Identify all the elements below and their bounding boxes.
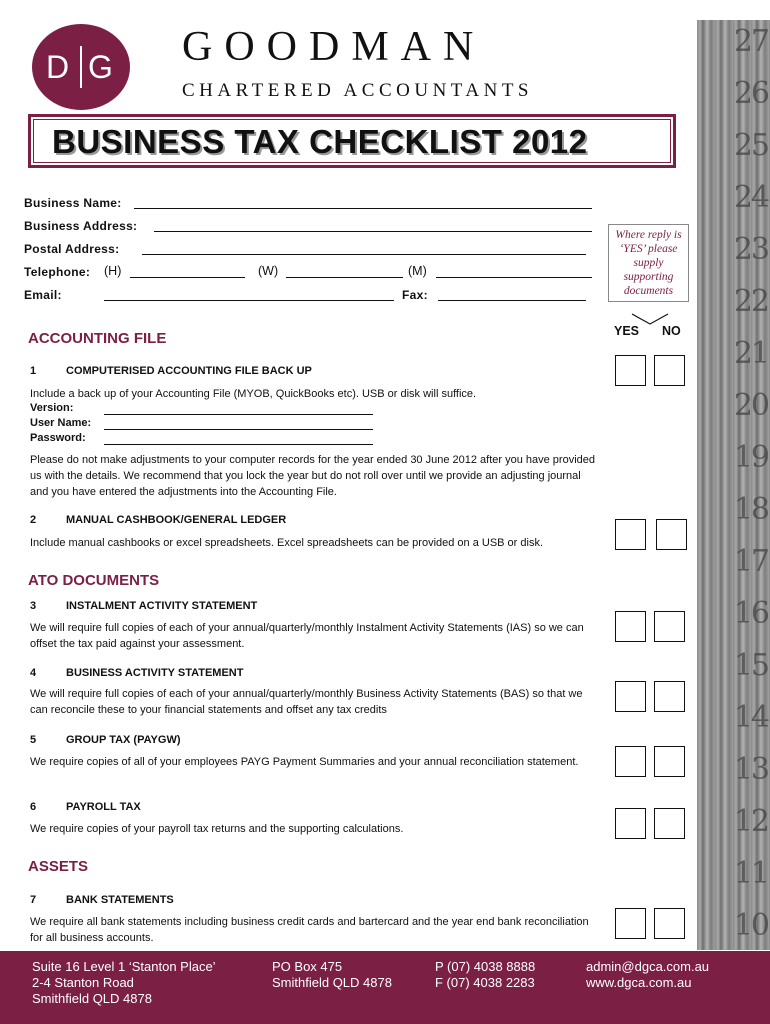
ruler-number: 11 bbox=[733, 856, 768, 891]
item-3-no-checkbox[interactable] bbox=[654, 611, 685, 642]
item-number: 1 bbox=[30, 365, 37, 377]
item-text: We will require full copies of each of your annual/quarterly/monthly Instalment Activity Statements (IAS) so we can offset the tax paid against your assessment. bbox=[30, 622, 584, 650]
tel-home-field[interactable] bbox=[130, 277, 245, 278]
postal-address-field[interactable] bbox=[142, 254, 586, 255]
ruler-number: 26 bbox=[733, 76, 768, 111]
tel-work-label: (W) bbox=[258, 264, 279, 278]
fax-field[interactable] bbox=[438, 300, 586, 301]
brand-subtitle: CHARTERED ACCOUNTANTS bbox=[182, 80, 533, 101]
chevron-down-icon bbox=[630, 312, 670, 326]
item-5-yes-checkbox[interactable] bbox=[615, 746, 646, 777]
ruler-number: 13 bbox=[733, 752, 768, 787]
tel-mobile-label: (M) bbox=[408, 264, 427, 278]
item-2-yes-checkbox[interactable] bbox=[615, 519, 646, 550]
logo-divider bbox=[80, 46, 82, 88]
password-field[interactable] bbox=[104, 444, 373, 445]
ruler-number: 25 bbox=[733, 128, 768, 163]
item-text: Include a back up of your Accounting File (MYOB, QuickBooks etc). USB or disk will suffice. bbox=[30, 388, 477, 400]
password-label: Password: bbox=[30, 432, 86, 444]
item-7-no-checkbox[interactable] bbox=[654, 908, 685, 939]
item-6-no-checkbox[interactable] bbox=[654, 808, 685, 839]
item-7-yes-checkbox[interactable] bbox=[615, 908, 646, 939]
decorative-ruler-strip bbox=[697, 20, 770, 950]
ruler-number: 15 bbox=[733, 648, 768, 683]
reply-note: Where reply is ‘YES’ please supply supporting documents bbox=[615, 229, 682, 297]
footer-address-line-3: Smithfield QLD 4878 bbox=[32, 991, 152, 1006]
ruler-number: 20 bbox=[733, 388, 768, 423]
item-3-yes-checkbox[interactable] bbox=[615, 611, 646, 642]
footer-po-city: Smithfield QLD 4878 bbox=[272, 975, 392, 990]
ruler-number: 17 bbox=[733, 544, 768, 579]
ruler-number: 23 bbox=[733, 232, 768, 267]
logo bbox=[32, 24, 130, 110]
item-number: 2 bbox=[30, 514, 37, 526]
item-title: BANK STATEMENTS bbox=[66, 894, 174, 906]
ruler-number: 24 bbox=[733, 180, 768, 215]
item-number: 4 bbox=[30, 667, 37, 679]
footer-website-link[interactable]: www.dgca.com.au bbox=[586, 975, 692, 990]
brand-name: GOODMAN bbox=[182, 24, 486, 70]
ruler-number: 27 bbox=[733, 24, 768, 59]
item-4-no-checkbox[interactable] bbox=[654, 681, 685, 712]
section-ato-documents: ATO DOCUMENTS bbox=[28, 572, 160, 589]
business-address-field[interactable] bbox=[154, 231, 592, 232]
item-4-yes-checkbox[interactable] bbox=[615, 681, 646, 712]
item-text: We require all bank statements including business credit cards and bartercard and the year end bank reconciliation for all business accounts. bbox=[30, 916, 589, 944]
item-1-no-checkbox[interactable] bbox=[654, 355, 685, 386]
item-2-no-checkbox[interactable] bbox=[656, 519, 687, 550]
ruler-number: 16 bbox=[733, 596, 768, 631]
ruler-number: 10 bbox=[733, 908, 768, 943]
item-6-yes-checkbox[interactable] bbox=[615, 808, 646, 839]
item-number: 3 bbox=[30, 600, 37, 612]
footer-address-line-1: Suite 16 Level 1 ‘Stanton Place’ bbox=[32, 959, 216, 974]
postal-address-label: Postal Address: bbox=[24, 242, 120, 256]
ruler-number: 18 bbox=[733, 492, 768, 527]
item-title: BUSINESS ACTIVITY STATEMENT bbox=[66, 667, 244, 679]
item-title: MANUAL CASHBOOK/GENERAL LEDGER bbox=[66, 514, 287, 526]
item-5-no-checkbox[interactable] bbox=[654, 746, 685, 777]
fax-label: Fax: bbox=[402, 288, 428, 302]
no-column-label: NO bbox=[662, 324, 681, 338]
item-title: GROUP TAX (PAYGW) bbox=[66, 734, 181, 746]
item-title: INSTALMENT ACTIVITY STATEMENT bbox=[66, 600, 258, 612]
page-title: BUSINESS TAX CHECKLIST 2012 bbox=[52, 123, 588, 160]
ruler-number: 19 bbox=[733, 440, 768, 475]
item-text: We require copies of your payroll tax returns and the supporting calculations. bbox=[30, 823, 404, 835]
item-note: Please do not make adjustments to your computer records for the year ended 30 June 2012 after you have provided us with the details. We recommend that you lock the year but do not roll over until we provide an adjusting journal and you have entered the adjustments into the Accounting File. bbox=[30, 454, 596, 498]
footer bbox=[0, 951, 770, 1024]
business-name-label: Business Name: bbox=[24, 196, 122, 210]
item-text: We require copies of all of your employees PAYG Payment Summaries and your annual reconciliation statement. bbox=[30, 756, 579, 768]
version-label: Version: bbox=[30, 402, 74, 414]
ruler-number: 21 bbox=[733, 336, 768, 371]
tel-mobile-field[interactable] bbox=[436, 277, 592, 278]
business-address-label: Business Address: bbox=[24, 219, 138, 233]
item-number: 7 bbox=[30, 894, 37, 906]
ruler-number: 14 bbox=[733, 700, 768, 735]
footer-email-link[interactable]: admin@dgca.com.au bbox=[586, 959, 710, 974]
footer-address-line-2: 2-4 Stanton Road bbox=[32, 975, 134, 990]
email-field[interactable] bbox=[104, 300, 394, 301]
item-text: We will require full copies of each of your annual/quarterly/monthly Business Activity Statements (BAS) so that we can reconcile these to your financial statements and offset any tax credits bbox=[30, 688, 583, 716]
footer-phone: P (07) 4038 8888 bbox=[435, 959, 536, 974]
telephone-label: Telephone: bbox=[24, 265, 91, 279]
logo-letter-g: G bbox=[88, 49, 113, 85]
item-1-yes-checkbox[interactable] bbox=[615, 355, 646, 386]
ruler-number: 22 bbox=[733, 284, 768, 319]
yes-column-label: YES bbox=[614, 324, 640, 338]
footer-po-box: PO Box 475 bbox=[272, 959, 343, 974]
business-name-field[interactable] bbox=[134, 208, 592, 209]
email-label: Email: bbox=[24, 288, 62, 302]
tel-home-label: (H) bbox=[104, 264, 122, 278]
ruler-number: 12 bbox=[733, 804, 768, 839]
footer-fax: F (07) 4038 2283 bbox=[435, 975, 535, 990]
item-text: Include manual cashbooks or excel spreadsheets. Excel spreadsheets can be provided on a USB or disk. bbox=[30, 537, 544, 549]
item-title: PAYROLL TAX bbox=[66, 801, 141, 813]
user-name-label: User Name: bbox=[30, 417, 92, 429]
item-number: 6 bbox=[30, 801, 37, 813]
section-accounting-file: ACCOUNTING FILE bbox=[28, 330, 167, 347]
section-assets: ASSETS bbox=[28, 858, 89, 875]
logo-letter-d: D bbox=[46, 49, 70, 85]
item-title: COMPUTERISED ACCOUNTING FILE BACK UP bbox=[66, 365, 312, 377]
user-name-field[interactable] bbox=[104, 429, 373, 430]
version-field[interactable] bbox=[104, 414, 373, 415]
tel-work-field[interactable] bbox=[286, 277, 403, 278]
item-number: 5 bbox=[30, 734, 37, 746]
